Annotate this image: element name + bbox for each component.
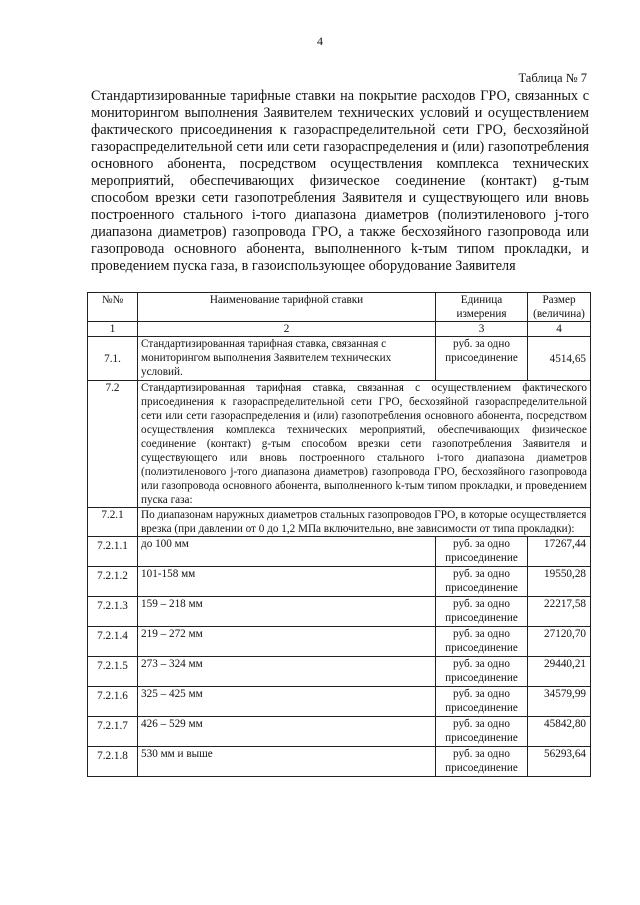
column-number-1: 1 bbox=[88, 322, 138, 337]
row-unit: руб. за одно присоединение bbox=[436, 747, 528, 777]
header-unit: Единица измерения bbox=[436, 293, 528, 322]
row-unit: руб. за одно присоединение bbox=[436, 337, 528, 381]
row-name: 530 мм и выше bbox=[138, 747, 436, 777]
row-value: 19550,28 bbox=[528, 567, 591, 597]
table-caption: Стандартизированные тарифные ставки на покрытие расходов ГРО, связанных с мониторингом выполнения Заявителем технических условий и осуществлением фактического присоединения к газораспределительной сети ГРО, бесхозяйной газораспределительной сети или сети газораспределения и (или) газопотребления основного абонента, посредством осуществления комплекса технических мероприятий, обеспечивающих физическое соединение (контакт) g-тым способом врезки сети газопотребления Заявителя и существующего или вновь построенного стального i-того диапазона диаметров (полиэтиленового j-того диапазона диаметров) газопровода ГРО, а также бесхозяйного газопровода или газопровода основного абонента, выполненного k-тым типом прокладки, и проведением пуска газа, в газоиспользующее оборудование Заявителя bbox=[91, 88, 589, 274]
row-number: 7.2.1.4 bbox=[88, 627, 138, 657]
row-value: 56293,64 bbox=[528, 747, 591, 777]
row-name: до 100 мм bbox=[138, 537, 436, 567]
row-value: 29440,21 bbox=[528, 657, 591, 687]
table-row bbox=[88, 657, 591, 687]
row-number: 7.2 bbox=[88, 381, 138, 508]
row-value: 34579,99 bbox=[528, 687, 591, 717]
table-label: Таблица № 7 bbox=[518, 71, 587, 85]
row-value: 4514,65 bbox=[528, 337, 591, 381]
table-row bbox=[88, 567, 591, 597]
tariff-table bbox=[87, 292, 591, 777]
table-row bbox=[88, 537, 591, 567]
row-unit: руб. за одно присоединение bbox=[436, 717, 528, 747]
page-number: 4 bbox=[317, 34, 323, 48]
row-value: 45842,80 bbox=[528, 717, 591, 747]
row-unit: руб. за одно присоединение bbox=[436, 537, 528, 567]
row-name: 101-158 мм bbox=[138, 567, 436, 597]
table-header-row bbox=[88, 293, 591, 322]
row-number: 7.2.1.6 bbox=[88, 687, 138, 717]
row-number: 7.2.1.2 bbox=[88, 567, 138, 597]
table-row bbox=[88, 687, 591, 717]
row-number: 7.2.1.7 bbox=[88, 717, 138, 747]
row-name: 325 – 425 мм bbox=[138, 687, 436, 717]
row-name: По диапазонам наружных диаметров стальных газопроводов ГРО, в которые осуществляется врезка (при давлении от 0 до 1,2 МПа включительно, вне зависимости от типа прокладки): bbox=[138, 508, 591, 537]
row-value: 27120,70 bbox=[528, 627, 591, 657]
row-number: 7.2.1.8 bbox=[88, 747, 138, 777]
header-number: №№ bbox=[88, 293, 138, 322]
row-value: 17267,44 bbox=[528, 537, 591, 567]
header-size: Размер (величина) bbox=[528, 293, 591, 322]
row-unit: руб. за одно присоединение bbox=[436, 567, 528, 597]
table-column-numbers-row bbox=[88, 322, 591, 337]
row-name: 219 – 272 мм bbox=[138, 627, 436, 657]
row-value: 22217,58 bbox=[528, 597, 591, 627]
row-unit: руб. за одно присоединение bbox=[436, 627, 528, 657]
table-row bbox=[88, 717, 591, 747]
table-row bbox=[88, 508, 591, 537]
table-row bbox=[88, 627, 591, 657]
row-number: 7.2.1 bbox=[88, 508, 138, 537]
row-number: 7.2.1.1 bbox=[88, 537, 138, 567]
header-name: Наименование тарифной ставки bbox=[138, 293, 436, 322]
table-row bbox=[88, 337, 591, 381]
table-row bbox=[88, 381, 591, 508]
row-unit: руб. за одно присоединение bbox=[436, 597, 528, 627]
row-name: 159 – 218 мм bbox=[138, 597, 436, 627]
row-number: 7.2.1.3 bbox=[88, 597, 138, 627]
row-number: 7.2.1.5 bbox=[88, 657, 138, 687]
row-number: 7.1. bbox=[88, 337, 138, 381]
column-number-2: 2 bbox=[138, 322, 436, 337]
column-number-3: 3 bbox=[436, 322, 528, 337]
row-name: 426 – 529 мм bbox=[138, 717, 436, 747]
table-row bbox=[88, 597, 591, 627]
row-name: Стандартизированная тарифная ставка, связанная с осуществлением фактического присоединения к газораспределительной сети ГРО, бесхозяйной газораспределительной сети или сети газораспределения и (или) газопотребления основного абонента, посредством осуществления комплекса технических мероприятий, обеспечивающих физическое соединение (контакт) g-тым способом врезки сети газопотребления Заявителя и существующего или вновь построенного стального i-того диапазона диаметров (полиэтиленового j-того диапазона диаметров) газопровода ГРО, бесхозяйного газопровода или газопровода основного абонента, выполненного k-тым типом прокладки, и проведением пуска газа: bbox=[138, 381, 591, 508]
row-unit: руб. за одно присоединение bbox=[436, 657, 528, 687]
row-name: Стандартизированная тарифная ставка, связанная с мониторингом выполнения Заявителем технических условий. bbox=[138, 337, 436, 381]
row-unit: руб. за одно присоединение bbox=[436, 687, 528, 717]
column-number-4: 4 bbox=[528, 322, 591, 337]
row-name: 273 – 324 мм bbox=[138, 657, 436, 687]
table-row bbox=[88, 747, 591, 777]
